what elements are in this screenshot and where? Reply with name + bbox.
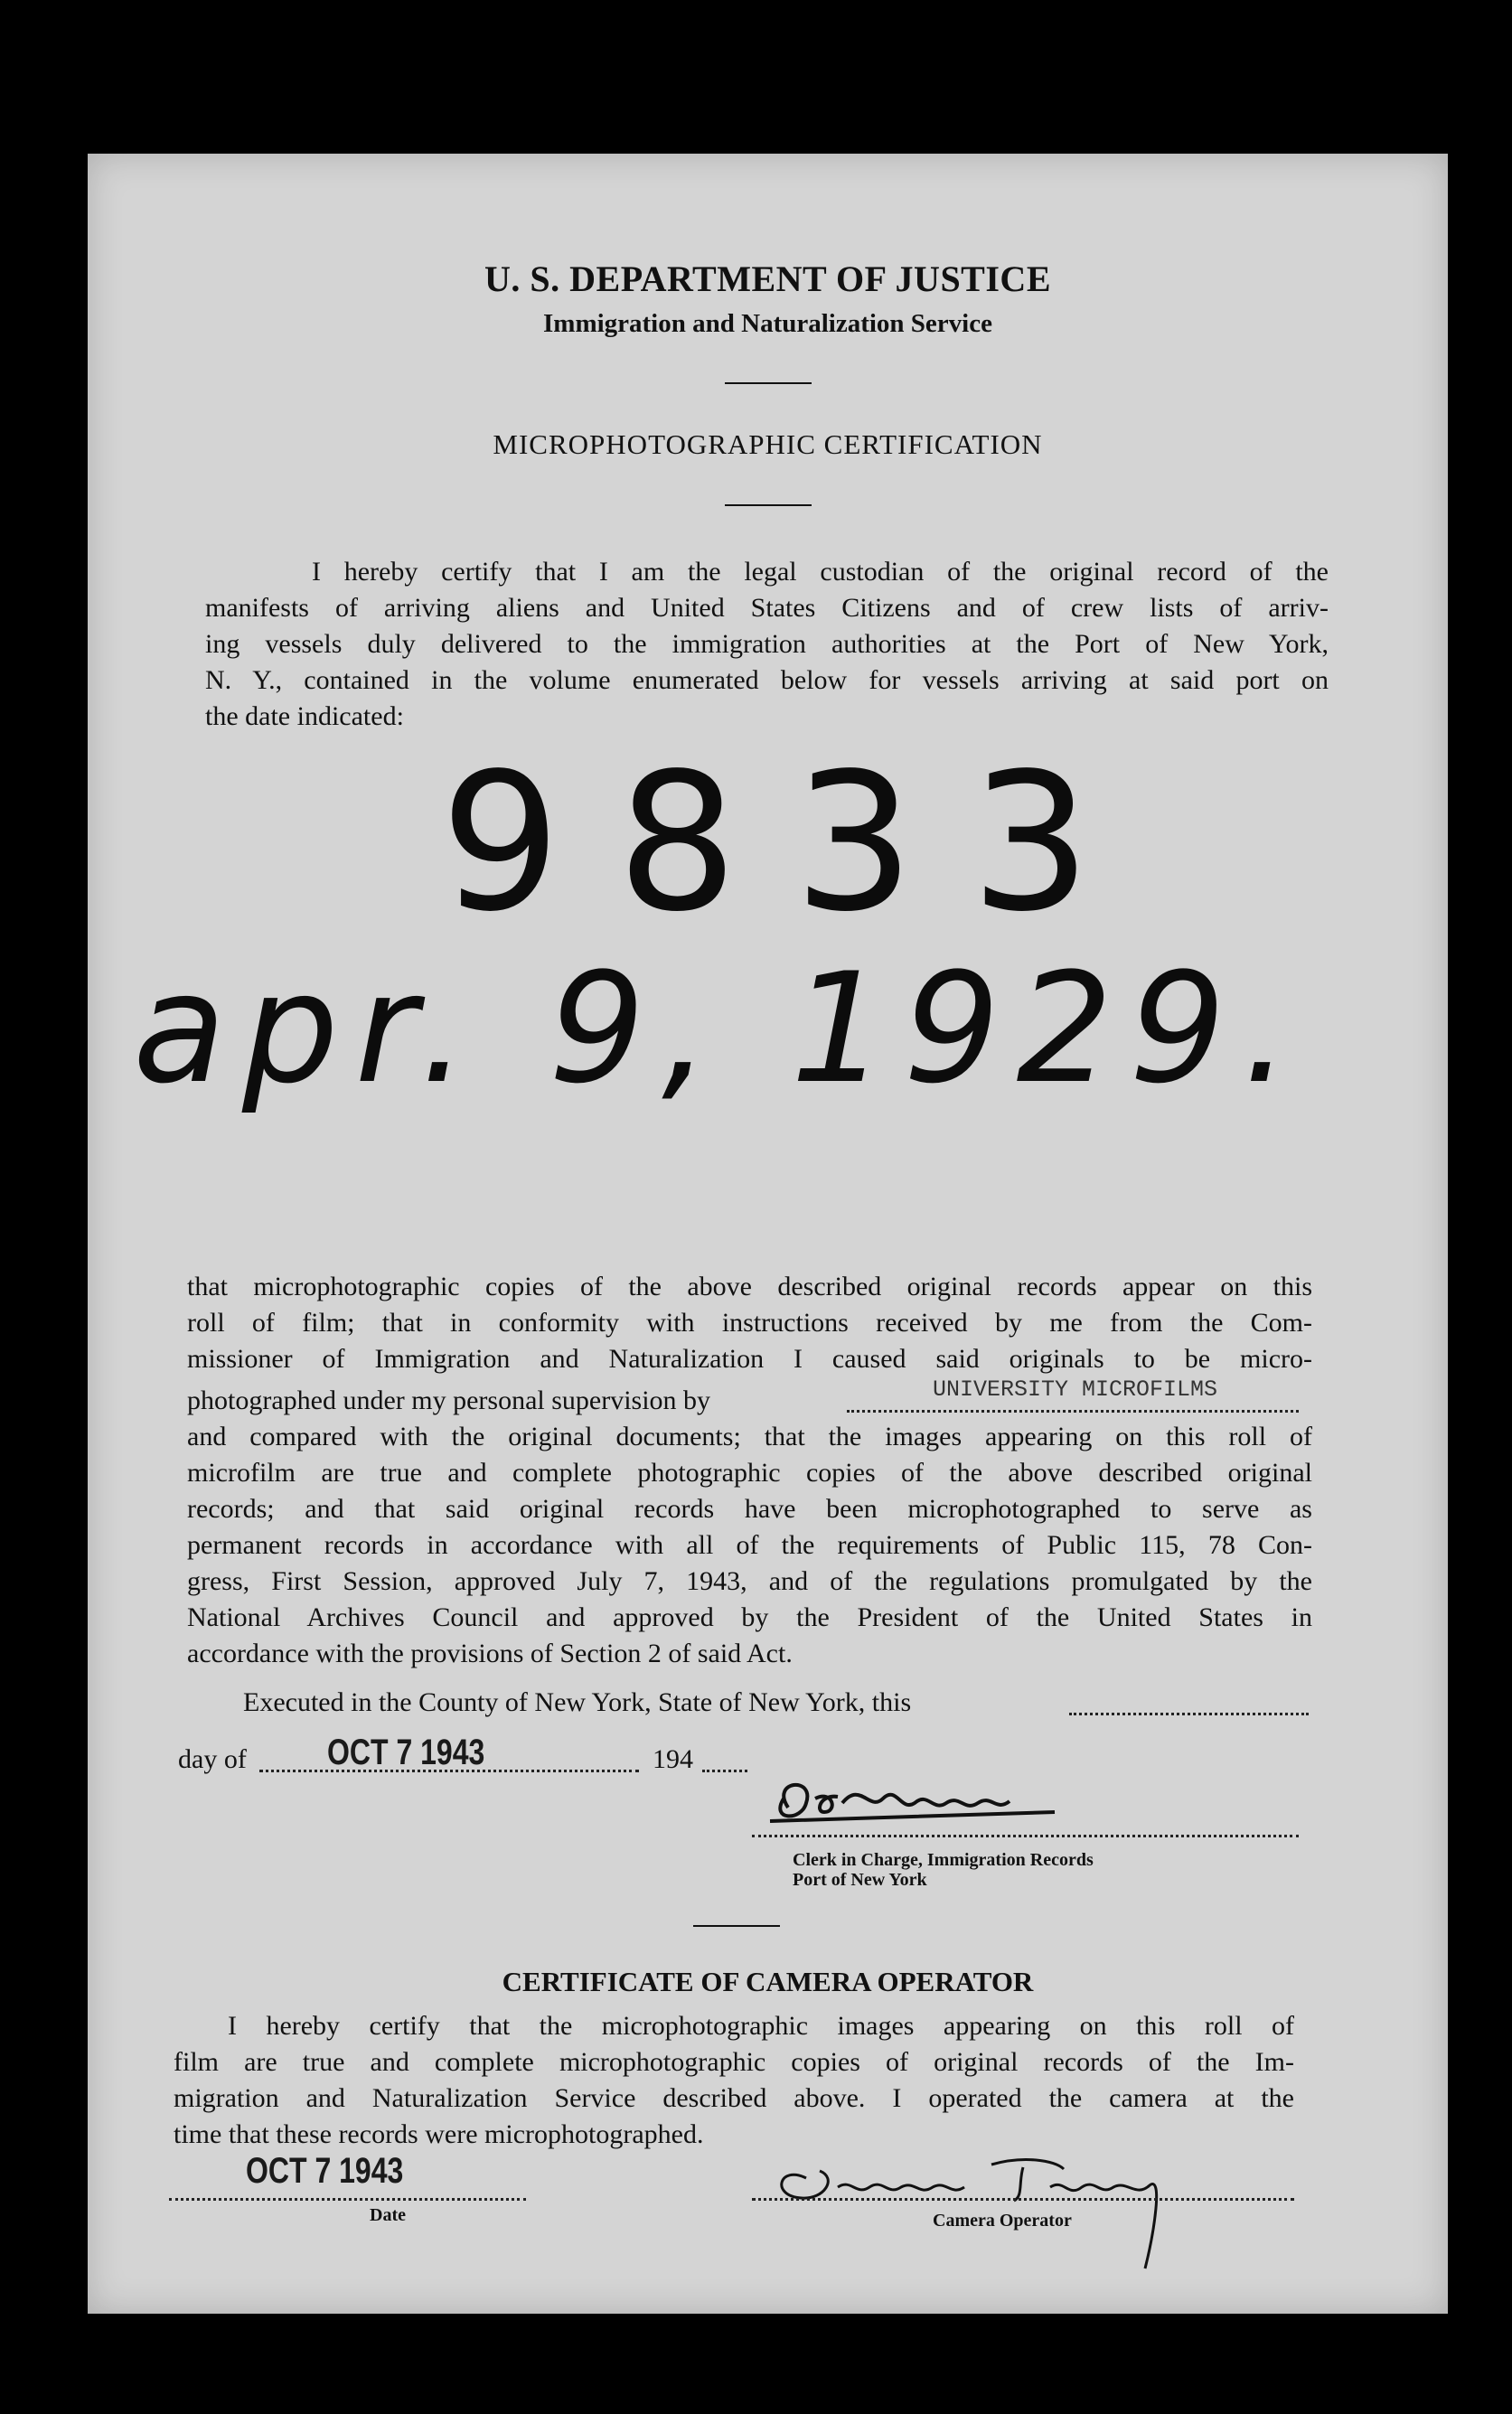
- body-line: photographed under my personal supervision by: [187, 1385, 711, 1415]
- camera-line: film are true and complete microphotographic copies of original records of the Im-: [174, 2047, 1294, 2077]
- year-prefix: 194: [653, 1744, 693, 1774]
- clerk-signature: [752, 1771, 1077, 1844]
- body-line: permanent records in accordance with all of the requirements of Public 115, 78 Con-: [187, 1530, 1312, 1560]
- certification-title: MICROPHOTOGRAPHIC CERTIFICATION: [493, 428, 1043, 460]
- camera-line: time that these records were microphotographed.: [174, 2119, 704, 2149]
- certificate-page: [88, 154, 1448, 2314]
- intro-line: manifests of arriving aliens and United States Citizens and of crew lists of arriv-: [205, 593, 1329, 623]
- camera-line: migration and Naturalization Service described above. I operated the camera at the: [174, 2083, 1294, 2113]
- camera-date-stamp: OCT 7 1943: [246, 2151, 404, 2191]
- camera-certificate-title: CERTIFICATE OF CAMERA OPERATOR: [502, 1966, 1034, 1997]
- supervisor-fill-line: [847, 1410, 1299, 1413]
- camera-line: I hereby certify that the microphotographic images appearing on this roll of: [228, 2011, 1294, 2041]
- volume-number-handwritten: 9833: [440, 732, 1148, 953]
- clerk-title: [793, 1850, 1094, 1890]
- supervisor-stamp: UNIVERSITY MICROFILMS: [933, 1376, 1218, 1403]
- arrival-date-handwritten: apr. 9, 1929.: [133, 940, 1307, 1117]
- body-line: microfilm are true and complete photographic copies of the above described original: [187, 1458, 1312, 1488]
- divider: [725, 504, 812, 506]
- body-line: National Archives Council and approved by the President of the United States in: [187, 1602, 1312, 1632]
- divider: [725, 382, 812, 384]
- camera-operator-label: Camera Operator: [933, 2211, 1072, 2231]
- executed-line: Executed in the County of New York, State of New York, this: [243, 1687, 912, 1717]
- body-line: accordance with the provisions of Section 2 of said Act.: [187, 1639, 793, 1668]
- clerk-title-line: Clerk in Charge, Immigration Records: [793, 1850, 1094, 1870]
- executed-fill-line: [1069, 1713, 1309, 1715]
- intro-line: N. Y., contained in the volume enumerated below for vessels arriving at said port on: [205, 665, 1329, 695]
- year-fill-line: [702, 1770, 747, 1772]
- body-line: records; and that said original records have been microphotographed to serve as: [187, 1494, 1312, 1524]
- day-date-stamp: OCT 7 1943: [327, 1733, 485, 1772]
- day-of-label: day of: [178, 1744, 247, 1774]
- intro-line: ing vessels duly delivered to the immigration authorities at the Port of New York,: [205, 629, 1329, 659]
- body-line: missioner of Immigration and Naturalization I caused said originals to be micro-: [187, 1344, 1312, 1374]
- date-label: Date: [370, 2205, 406, 2225]
- intro-line: the date indicated:: [205, 701, 404, 731]
- divider: [693, 1925, 780, 1927]
- camera-operator-signature: [752, 2142, 1222, 2278]
- body-line: and compared with the original documents; that the images appearing on this roll of: [187, 1422, 1312, 1451]
- camera-date-line: [169, 2198, 526, 2201]
- body-line: roll of film; that in conformity with instructions received by me from the Com-: [187, 1308, 1312, 1338]
- clerk-title-line: Port of New York: [793, 1870, 927, 1890]
- service-subheading: Immigration and Naturalization Service: [543, 309, 992, 338]
- camera-operator-line: [752, 2198, 1294, 2201]
- body-line: gress, First Session, approved July 7, 1943, and of the regulations promulgated by the: [187, 1566, 1312, 1596]
- intro-line: I hereby certify that I am the legal custodian of the original record of the: [312, 557, 1329, 587]
- body-line: that microphotographic copies of the above described original records appear on this: [187, 1272, 1312, 1301]
- department-heading: U. S. DEPARTMENT OF JUSTICE: [484, 258, 1051, 299]
- clerk-signature-line: [752, 1835, 1299, 1837]
